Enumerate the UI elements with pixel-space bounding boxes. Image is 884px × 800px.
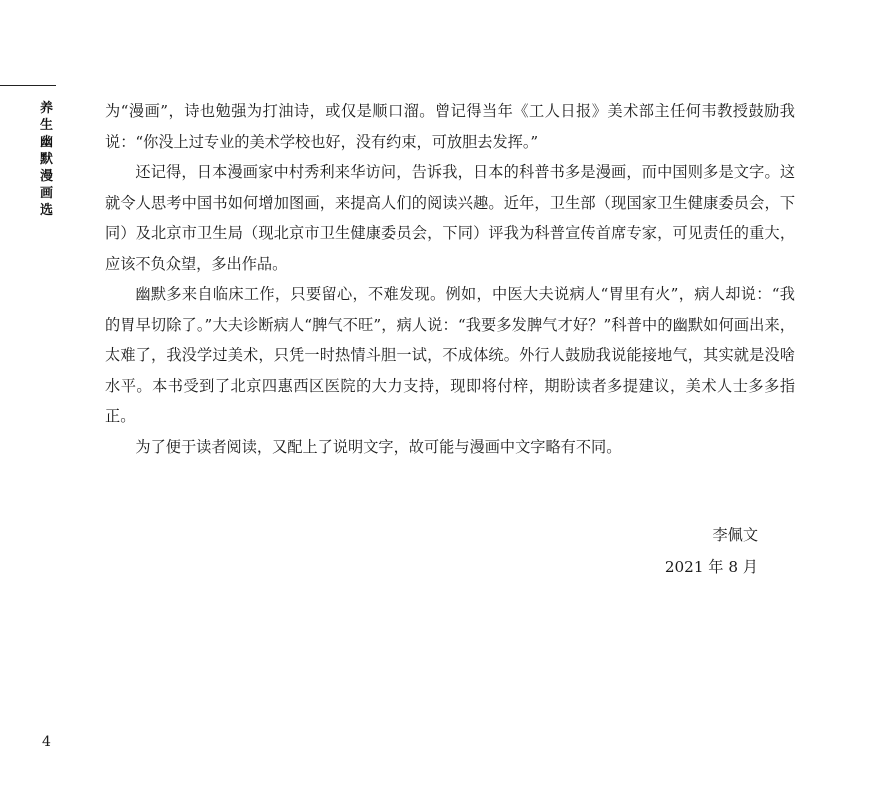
paragraph: 幽默多来自临床工作，只要留心，不难发现。例如，中医大夫说病人“胃里有火”，病人却说：“我的胃早切除了。”大夫诊断病人“脾气不旺”，病人说：“我要多发脾气才好？”科普中的幽默如何画出来，太难了，我没学过美术，只凭一时热情斗胆一试，不成体统。外行人鼓励我说能接地气，其实就是没啥水平。本书受到了北京四惠西区医院的大力支持，现即将付梓，期盼读者多提建议，美术人士多多指正。 [105, 285, 795, 425]
body-text [105, 96, 795, 462]
header-rule [0, 85, 56, 86]
paragraph: 还记得，日本漫画家中村秀利来华访问，告诉我，日本的科普书多是漫画，而中国则多是文字。这就令人思考中国书如何增加图画，来提高人们的阅读兴趣。近年，卫生部（现国家卫生健康委员会，下同）及北京市卫生局（现北京市卫生健康委员会，下同）评我为科普宣传首席专家，可见责任的重大，应该不负众望，多出作品。 [105, 163, 795, 273]
page-number: 4 [42, 734, 51, 750]
paragraph-continued: 为“漫画”，诗也勉强为打油诗，或仅是顺口溜。曾记得当年《工人日报》美术部主任何韦教授鼓励我说：“你没上过专业的美术学校也好，没有约束，可放胆去发挥。” [105, 102, 795, 151]
signature-date: 2021 年 8 月 [664, 558, 758, 576]
author-signature: 李佩文 [712, 526, 758, 544]
paragraph: 为了便于读者阅读，又配上了说明文字，故可能与漫画中文字略有不同。 [135, 437, 622, 456]
running-title: 养生幽默漫画选 [40, 101, 54, 218]
